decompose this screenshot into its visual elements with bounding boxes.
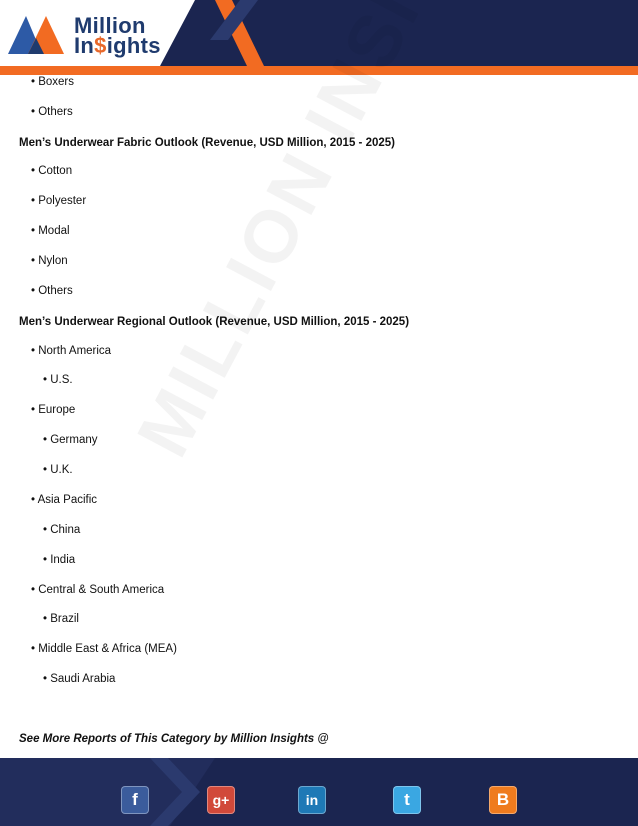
list-item: • Boxers <box>31 76 75 88</box>
page-footer <box>0 758 638 826</box>
list-item: • Others <box>31 285 73 297</box>
section-heading-fabric: Men’s Underwear Fabric Outlook (Revenue, USD Million, 2015 - 2025) <box>19 137 395 149</box>
list-item: • Saudi Arabia <box>43 673 116 685</box>
list-item: • Brazil <box>43 613 79 625</box>
list-item: • China <box>43 524 81 536</box>
page-header <box>0 0 638 75</box>
list-item: • Central & South America <box>31 584 165 596</box>
logo-text-line1: Million <box>74 13 146 38</box>
section-heading-regional: Men’s Underwear Regional Outlook (Revenue, USD Million, 2015 - 2025) <box>19 316 410 328</box>
google-plus-icon[interactable]: g+ <box>207 786 235 814</box>
see-more-reports-link[interactable]: See More Reports of This Category by Million Insights @ <box>19 733 329 745</box>
list-item: • Cotton <box>31 165 73 177</box>
list-item: • Modal <box>31 225 70 237</box>
logo-text-line2: In$ights <box>74 33 161 58</box>
list-item: • Europe <box>31 404 76 416</box>
linkedin-icon[interactable]: in <box>298 786 326 814</box>
list-item: • Middle East & Africa (MEA) <box>31 643 177 655</box>
list-item: • Nylon <box>31 255 68 267</box>
million-insights-logo <box>6 10 176 60</box>
list-item: • North America <box>31 345 112 357</box>
list-item: • Polyester <box>31 195 87 207</box>
logo-mark-icon <box>6 10 66 56</box>
list-item: • U.S. <box>43 374 73 386</box>
facebook-icon[interactable]: f <box>121 786 149 814</box>
list-item: • U.K. <box>43 464 73 476</box>
list-item: • India <box>43 554 76 566</box>
list-item: • Asia Pacific <box>31 494 98 506</box>
twitter-icon[interactable]: t <box>393 786 421 814</box>
list-item: • Others <box>31 106 73 118</box>
blogger-icon[interactable]: B <box>489 786 517 814</box>
list-item: • Germany <box>43 434 98 446</box>
